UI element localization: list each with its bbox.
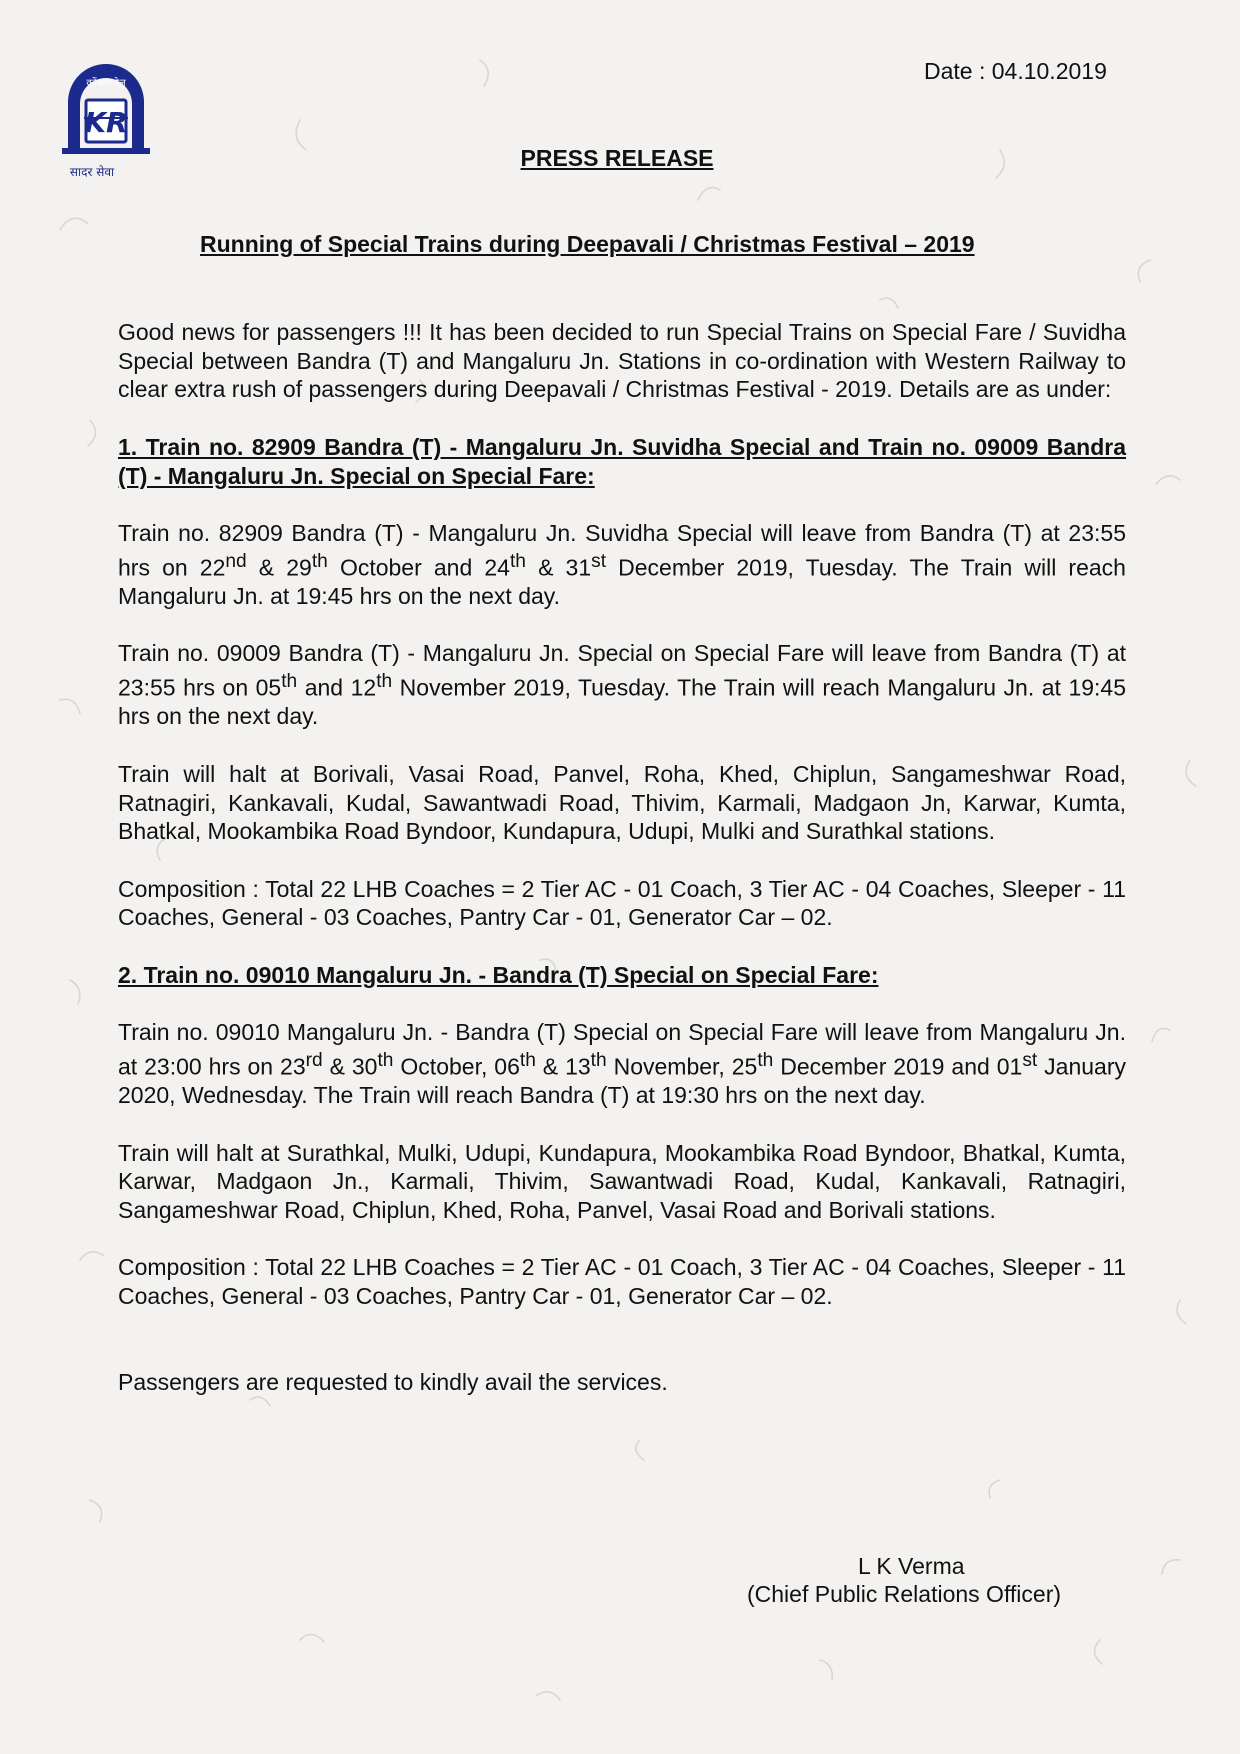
section-1-train-82909-paragraph: Train no. 82909 Bandra (T) - Mangaluru Jn. Suvidha Special will leave from Bandra (T) at 23:55 hrs on 22nd & 29th October and 24th & 31st December 2019, Tuesday. The Train will reach Mangaluru Jn. at 19:45 hrs on the next day. bbox=[118, 519, 1126, 609]
section-1-heading: 1. Train no. 82909 Bandra (T) - Mangaluru Jn. Suvidha Special and Train no. 09009 Bandra (T) - Mangaluru Jn. Special on Special Fare: bbox=[118, 433, 1126, 489]
logo-motto: सादर सेवा bbox=[69, 165, 115, 179]
release-date: Date : 04.10.2019 bbox=[924, 58, 1107, 84]
section-2-composition: Composition : Total 22 LHB Coaches = 2 Tier AC - 01 Coach, 3 Tier AC - 04 Coaches, Sleeper - 11 Coaches, General - 03 Coaches, Pantry Car - 01, Generator Car – 02. bbox=[118, 1254, 1126, 1310]
section-2-heading: 2. Train no. 09010 Mangaluru Jn. - Bandra (T) Special on Special Fare: bbox=[118, 961, 879, 988]
section-1-train-09009-paragraph: Train no. 09009 Bandra (T) - Mangaluru Jn. Special on Special Fare will leave from Bandra (T) at 23:55 hrs on 05th and 12th November 2019, Tuesday. The Train will reach Mangaluru Jn. at 19:45 hrs on the next day. bbox=[118, 640, 1126, 730]
signatory-name: L K Verma bbox=[858, 1553, 965, 1579]
logo-top-text: कोंकण रेल bbox=[86, 78, 126, 89]
intro-paragraph: Good news for passengers !!! It has been decided to run Special Trains on Special Fare / Suvidha Special between Bandra (T) and Mangaluru Jn. Stations in co-ordination with Western Railway to clear extra rush of passengers during Deepavali / Christmas Festival - 2019. Details are as under: bbox=[118, 319, 1126, 403]
section-1-composition: Composition : Total 22 LHB Coaches = 2 Tier AC - 01 Coach, 3 Tier AC - 04 Coaches, Sleeper - 11 Coaches, General - 03 Coaches, Pantry Car - 01, Generator Car – 02. bbox=[118, 875, 1126, 931]
release-body bbox=[118, 318, 1126, 1426]
press-release-heading: PRESS RELEASE bbox=[520, 145, 714, 171]
release-subheading: Running of Special Trains during Deepavali / Christmas Festival – 2019 bbox=[200, 231, 975, 257]
section-2-train-09010-paragraph: Train no. 09010 Mangaluru Jn. - Bandra (T) Special on Special Fare will leave from Mangaluru Jn. at 23:00 hrs on 23rd & 30th October, 06th & 13th November, 25th December 2019 and 01st January 2020, Wednesday. The Train will reach Bandra (T) at 19:30 hrs on the next day. bbox=[118, 1019, 1126, 1109]
signatory-title: (Chief Public Relations Officer) bbox=[747, 1581, 1062, 1607]
section-1-halts: Train will halt at Borivali, Vasai Road, Panvel, Roha, Khed, Chiplun, Sangameshwar Road, Ratnagiri, Kankavali, Kudal, Sawantwadi Road, Thivim, Karmali, Madgaon Jn, Karwar, Kumta, Bhatkal, Mookambika Road Byndoor, Kundapura, Udupi, Mulki and Surathkal stations. bbox=[118, 760, 1126, 845]
logo-letters: KR bbox=[84, 106, 128, 139]
closing-line: Passengers are requested to kindly avail the services. bbox=[118, 1369, 668, 1396]
section-2-halts: Train will halt at Surathkal, Mulki, Udupi, Kundapura, Mookambika Road Byndoor, Bhatkal, Kumta, Karwar, Madgaon Jn., Karmali, Thivim, Sawantwadi Road, Kudal, Kankavali, Ratnagiri, Sangameshwar Road, Chiplun, Khed, Roha, Panvel, Vasai Road and Borivali stations. bbox=[118, 1139, 1126, 1223]
